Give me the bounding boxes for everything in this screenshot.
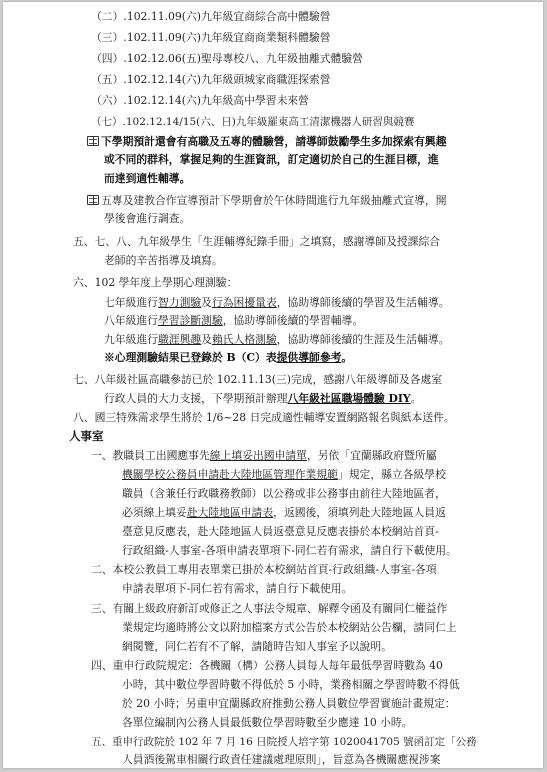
hr-line: 二、本校公教員工專用表單業已掛於本校網站首頁-行政組織-人事室-各項 bbox=[91, 563, 437, 576]
camp-item: （七）.102.12.14/15(六、日)九年級羅東高工清潔機器人研習與競賽 bbox=[91, 116, 415, 128]
paragraph-line: 行政人員的大力支援，下學期預計辦理八年級社區職場體驗 DIY。 bbox=[104, 392, 422, 405]
item-heading: 六、102 學年度上學期心理測驗： bbox=[73, 276, 238, 289]
hr-line: 必須線上填妥赴大陸地區申請表，返國後，須填列赴大陸地區人員返 bbox=[122, 506, 446, 519]
hr-line: 機關學校公務員申請赴大陸地區管理作業規範」規定，縣立各級學校 bbox=[122, 468, 446, 481]
section-title: 人事室 bbox=[69, 429, 104, 443]
note-line bbox=[87, 135, 447, 149]
hr-line: 三、有關上級政府新訂或修正之人事法令規章、解釋令函及有關同仁權益作 bbox=[91, 602, 448, 615]
test-line-grade8: 八年級進行學習診斷測驗，協助導師後續的學習輔導。 bbox=[104, 314, 364, 327]
hr-line: 申請表單項下-同仁若有需求，請自行下載使用。 bbox=[122, 582, 353, 595]
hr-line: 職員（含兼任行政職務教師）以公務或非公務事由前往大陸地區者， bbox=[122, 487, 446, 500]
hr-line: 四、重申行政院規定：各機關（構）公務人員每人每年最低學習時數為 40 bbox=[91, 659, 443, 672]
note-text: 五專及建教合作宣導預計下學期會於午休時間進行九年級抽離式宣導，開 bbox=[101, 194, 447, 207]
hr-line: 網閱覽，同仁若有不了解，請隨時告知人事室予以說明。 bbox=[122, 640, 392, 653]
paragraph-line: 老師的辛苦指導及填寫。 bbox=[104, 254, 223, 267]
note-line bbox=[87, 194, 447, 208]
camp-item: （二）.102.11.09(六)九年級宜商綜合高中體驗營 bbox=[91, 10, 331, 23]
document-page bbox=[3, 2, 543, 768]
paragraph-line: 七、八年級社區高職參訪已於 102.11.13(三)完成，感謝八年級導師及各處室 bbox=[73, 373, 443, 386]
book-icon bbox=[87, 136, 99, 146]
note-line: 而達到適性輔導。 bbox=[104, 172, 191, 185]
hr-line: 業規定均適時將公文以附加檔案方式公告於本校網站公告欄，請同仁上 bbox=[122, 621, 457, 634]
hr-line: 小時，其中數位學習時數不得低於 5 小時，業務相關之學習時數不得低 bbox=[122, 678, 460, 691]
hr-line: 臺意見反應表，赴大陸地區人員返臺意見反應表掛於本校網站首頁- bbox=[122, 525, 439, 538]
note-line: 學後會進行調查。 bbox=[104, 212, 191, 225]
book-icon bbox=[87, 195, 99, 205]
hr-line: 行政組織-人事室-各項申請表單項下-同仁若有需求，請自行下載使用。 bbox=[122, 544, 457, 557]
hr-line: 各單位編制內公務人員最低數位學習時數至少應達 10 小時。 bbox=[122, 716, 413, 729]
camp-item: （三）.102.11.09(六)九年級宜商商業類科體驗營 bbox=[91, 31, 331, 44]
camp-item: （六）.102.12.14(六)九年級高中學習未來營 bbox=[91, 94, 309, 107]
test-line-grade7: 七年級進行智力測驗及行為困擾量表，協助導師後續的學習及生活輔導。 bbox=[104, 296, 450, 309]
note-line: 或不同的群科，掌握足夠的生涯資訊，訂定適切於自己的生涯目標，進 bbox=[104, 153, 439, 166]
hr-line: 一、教職員工出國應事先線上填妥出國申請單，另依「宜蘭縣政府暨所屬 bbox=[91, 449, 437, 462]
hr-line: 五、重申行政院於 102 年 7 月 16 日院授人培字第 1020041705 號函訂定「公務 bbox=[91, 736, 477, 748]
hr-line: 人員酒後駕車相關行政責任建議處理原則」，旨意為各機關應視涉案 bbox=[122, 753, 441, 766]
paragraph-line: 五、七、八、九年級學生「生涯輔導紀錄手冊」之填寫，感謝導師及授課綜合 bbox=[73, 235, 441, 248]
test-line-grade9: 九年級進行職涯興趣及賴氏人格測驗，協助導師後續的生涯及生活輔導。 bbox=[104, 333, 450, 346]
test-note: ※心理測驗結果已登錄於 B（C）表提供導師參考。 bbox=[104, 351, 353, 364]
camp-item: （五）.102.12.14(六)九年級頭城家商職涯探索營 bbox=[91, 73, 331, 86]
paragraph-line: 八、國三特殊需求學生將於 1/6~28 日完成適性輔導安置網路報名與紙本送件。 bbox=[73, 411, 455, 424]
note-text: 下學期預計還會有高職及五專的體驗營，請導師鼓勵學生多加探索有興趣 bbox=[101, 135, 447, 148]
camp-item: （四）.102.12.06(五)聖母專校八、九年級抽離式體驗營 bbox=[91, 52, 363, 65]
hr-line: 於 20 小時；另重申宜蘭縣政府推動公務人員數位學習實施計畫規定： bbox=[122, 697, 456, 710]
